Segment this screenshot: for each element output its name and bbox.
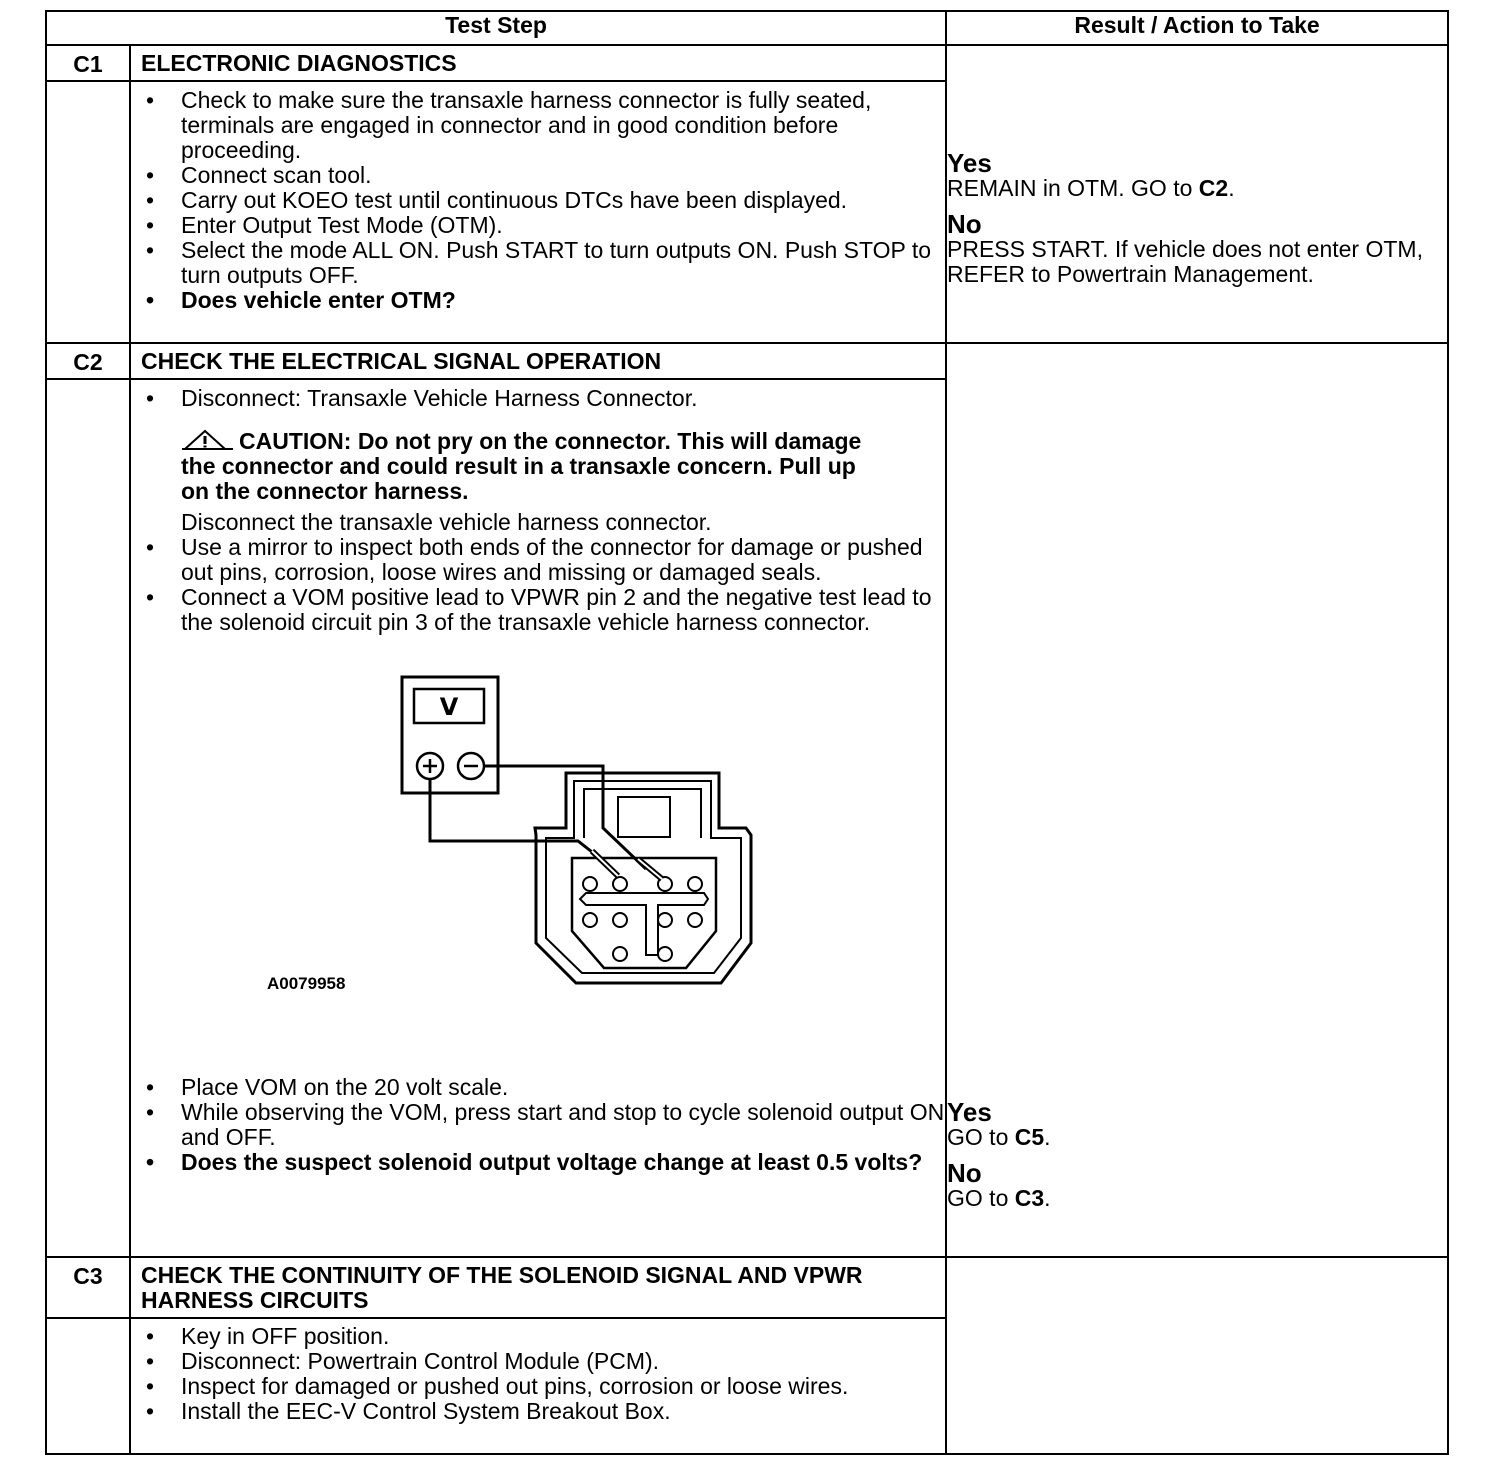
result-c1-no-label: No: [947, 209, 982, 239]
step-c3-body: [130, 1318, 946, 1454]
meter-label: V: [439, 693, 459, 721]
result-c1-yes-label: Yes: [947, 148, 992, 178]
table-header-row: [46, 11, 1448, 45]
step-c1-title-row: [46, 45, 1448, 81]
connector-figure: [131, 635, 945, 1035]
list-item: • Install the EEC-V Control System Breakout Box.: [131, 1399, 945, 1424]
list-item: • Disconnect: Powertrain Control Module (PCM).: [131, 1349, 945, 1374]
list-item: • Connect scan tool.: [131, 163, 945, 188]
caution-note: [181, 429, 945, 504]
list-item: • Carry out KOEO test until continuous DTCs have been displayed.: [131, 188, 945, 213]
diagnostic-table: [45, 10, 1449, 1455]
result-c1-yes-action: REMAIN in OTM. GO to C2.: [947, 175, 1235, 201]
step-c3-title-row: [46, 1257, 1448, 1318]
result-c2-yes-action: GO to C5.: [947, 1124, 1051, 1150]
caution-text: CAUTION: Do not pry on the connector. This will damage the connector and could result in a transaxle concern. Pull up on the connector harness.: [181, 428, 862, 504]
figure-caption: A0079958: [267, 974, 346, 993]
result-c2-yes-label: Yes: [947, 1097, 992, 1127]
step-c2-body: [130, 379, 946, 1257]
result-c2: [946, 343, 1448, 1257]
list-item: • Inspect for damaged or pushed out pins, corrosion or loose wires.: [131, 1374, 945, 1399]
list-item-question: • Does vehicle enter OTM?: [131, 288, 945, 313]
list-item: • Select the mode ALL ON. Push START to turn outputs ON. Push STOP to turn outputs OFF.: [131, 238, 945, 288]
list-item: • Use a mirror to inspect both ends of the connector for damage or pushed out pins, corrosion, loose wires and missing or damaged seals.: [131, 535, 945, 585]
caution-followup: Disconnect the transaxle vehicle harness connector.: [181, 509, 712, 535]
header-result-action: Result / Action to Take: [946, 11, 1448, 45]
list-item-question: • Does the suspect solenoid output voltage change at least 0.5 volts?: [131, 1150, 945, 1175]
list-item: • Connect a VOM positive lead to VPWR pin 2 and the negative test lead to the solenoid circuit pin 3 of the transaxle vehicle harness connector.: [131, 585, 945, 635]
voltmeter-connector-diagram: [396, 673, 896, 1053]
warning-triangle-icon: [181, 429, 239, 451]
list-item: • Enter Output Test Mode (OTM).: [131, 213, 945, 238]
step-id-c2: C2: [46, 343, 130, 379]
result-c3: [946, 1257, 1448, 1454]
list-item: • While observing the VOM, press start and stop to cycle solenoid output ON and OFF.: [131, 1100, 945, 1150]
step-c2-title-row: [46, 343, 1448, 379]
list-item: • Disconnect: Transaxle Vehicle Harness Connector.: [131, 386, 945, 411]
result-c2-no-action: GO to C3.: [947, 1185, 1051, 1211]
result-c2-no-label: No: [947, 1158, 982, 1188]
list-item: • Key in OFF position.: [131, 1324, 945, 1349]
step-title-c1: ELECTRONIC DIAGNOSTICS: [130, 45, 946, 81]
step-title-c3: CHECK THE CONTINUITY OF THE SOLENOID SIGNAL AND VPWR HARNESS CIRCUITS: [130, 1257, 946, 1318]
step-title-c2: CHECK THE ELECTRICAL SIGNAL OPERATION: [130, 343, 946, 379]
result-c1: [946, 45, 1448, 343]
step-id-c3: C3: [46, 1257, 130, 1318]
list-item: • Check to make sure the transaxle harness connector is fully seated, terminals are engaged in connector and in good condition before proceeding.: [131, 88, 945, 163]
step-id-c1: C1: [46, 45, 130, 81]
step-c1-body: [130, 81, 946, 343]
voltmeter-icon: [402, 677, 498, 793]
header-test-step: Test Step: [46, 11, 946, 45]
list-item: • Place VOM on the 20 volt scale.: [131, 1075, 945, 1100]
result-c1-no-action: PRESS START. If vehicle does not enter OTM, REFER to Powertrain Management.: [947, 236, 1423, 287]
